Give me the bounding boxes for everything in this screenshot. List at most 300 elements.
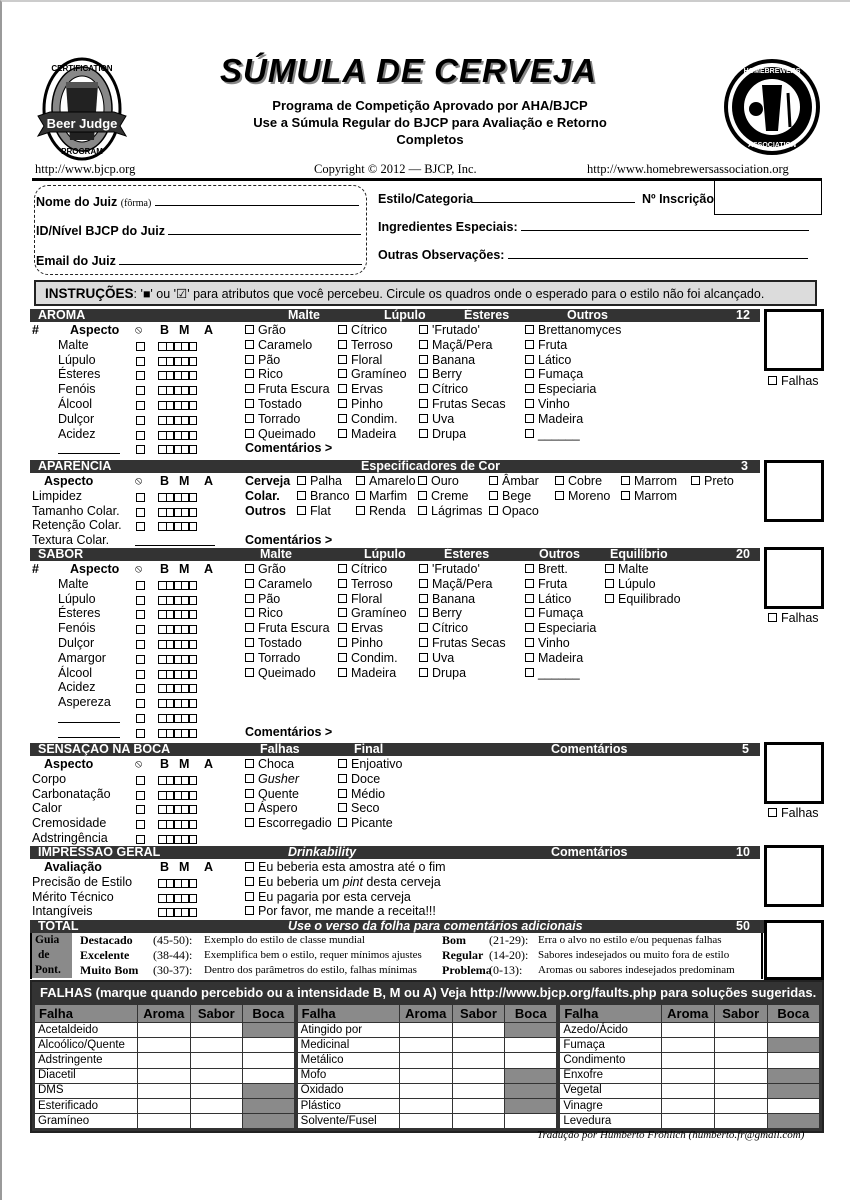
intensity-scale[interactable]: [158, 791, 196, 800]
flavor-cell[interactable]: [452, 1114, 505, 1129]
checkbox[interactable]: [525, 608, 534, 617]
color-checkbox[interactable]: Opaco: [489, 504, 539, 519]
checkbox[interactable]: [245, 384, 254, 393]
mouthfeel-cell[interactable]: [242, 1053, 294, 1068]
style-category-field[interactable]: Estilo/Categoria: [378, 192, 635, 206]
descriptor-checkbox[interactable]: Fruta Escura: [245, 621, 330, 636]
checkbox[interactable]: [338, 369, 347, 378]
aha-url[interactable]: http://www.homebrewersassociation.org: [587, 162, 789, 176]
mouthfeel-cell[interactable]: [505, 1114, 557, 1129]
descriptor-checkbox[interactable]: Terroso: [338, 338, 393, 353]
flavor-cell[interactable]: [190, 1023, 242, 1038]
descriptor-checkbox[interactable]: Pinho: [338, 636, 383, 651]
checkbox[interactable]: [245, 369, 254, 378]
checkbox[interactable]: [356, 506, 365, 515]
aroma-score-box[interactable]: [764, 309, 824, 371]
intensity-scale[interactable]: [158, 699, 196, 708]
descriptor-checkbox[interactable]: Lático: [525, 353, 571, 368]
intensity-scale[interactable]: [158, 655, 196, 664]
checkbox[interactable]: [605, 579, 614, 588]
color-checkbox[interactable]: Palha: [297, 474, 342, 489]
descriptor-checkbox[interactable]: ______: [525, 427, 580, 442]
checkbox[interactable]: [489, 506, 498, 515]
mouthfeel-cell[interactable]: [505, 1038, 557, 1053]
descriptor-checkbox[interactable]: 'Frutado': [419, 562, 480, 577]
aroma-cell[interactable]: [661, 1098, 714, 1113]
checkbox[interactable]: [136, 416, 145, 425]
mouthfeel-cell[interactable]: [767, 1023, 819, 1038]
descriptor-checkbox[interactable]: Tostado: [245, 636, 302, 651]
descriptor-checkbox[interactable]: Cítrico: [419, 621, 468, 636]
checkbox[interactable]: [555, 491, 564, 500]
checkbox[interactable]: [136, 342, 145, 351]
checkbox[interactable]: [338, 564, 347, 573]
descriptor-checkbox[interactable]: Choca: [245, 757, 294, 772]
special-ingredients-field[interactable]: Ingredientes Especiais:: [378, 220, 809, 234]
flavor-cell[interactable]: [190, 1098, 242, 1113]
checkbox[interactable]: [525, 653, 534, 662]
checkbox[interactable]: [136, 357, 145, 366]
descriptor-checkbox[interactable]: Escorregadio: [245, 816, 332, 831]
checkbox[interactable]: [245, 877, 254, 886]
descriptor-checkbox[interactable]: Floral: [338, 353, 382, 368]
checkbox[interactable]: [136, 820, 145, 829]
flavor-cell[interactable]: [714, 1114, 767, 1129]
descriptor-checkbox[interactable]: Especiaria: [525, 382, 596, 397]
descriptor-checkbox[interactable]: Rico: [245, 367, 283, 382]
descriptor-checkbox[interactable]: Floral: [338, 592, 382, 607]
checkbox[interactable]: [338, 803, 347, 812]
checkbox[interactable]: [419, 384, 428, 393]
checkbox[interactable]: [245, 399, 254, 408]
checkbox[interactable]: [525, 399, 534, 408]
intensity-scale[interactable]: [158, 416, 196, 425]
checkbox[interactable]: [525, 623, 534, 632]
checkbox[interactable]: [136, 835, 145, 844]
checkbox[interactable]: [136, 493, 145, 502]
color-checkbox[interactable]: Ouro: [418, 474, 459, 489]
checkbox[interactable]: [525, 325, 534, 334]
descriptor-checkbox[interactable]: Madeira: [525, 412, 583, 427]
flavor-cell[interactable]: [190, 1083, 242, 1098]
descriptor-checkbox[interactable]: Vinho: [525, 397, 570, 412]
flavor-cell[interactable]: [190, 1114, 242, 1129]
intensity-scale[interactable]: [158, 508, 196, 517]
drinkability-checkbox[interactable]: Eu beberia um pint desta cerveja: [245, 875, 441, 890]
aroma-cell[interactable]: [399, 1098, 452, 1113]
checkbox[interactable]: [136, 684, 145, 693]
checkbox[interactable]: [338, 774, 347, 783]
checkbox[interactable]: [136, 729, 145, 738]
checkbox[interactable]: [136, 776, 145, 785]
checkbox[interactable]: [136, 805, 145, 814]
checkbox[interactable]: [338, 429, 347, 438]
descriptor-checkbox[interactable]: Picante: [338, 816, 393, 831]
checkbox[interactable]: [525, 668, 534, 677]
aroma-cell[interactable]: [137, 1114, 190, 1129]
checkbox[interactable]: [555, 476, 564, 485]
aroma-cell[interactable]: [661, 1114, 714, 1129]
descriptor-checkbox[interactable]: Enjoativo: [338, 757, 402, 772]
drinkability-checkbox[interactable]: Eu beberia esta amostra até o fim: [245, 860, 446, 875]
descriptor-checkbox[interactable]: Lúpulo: [605, 577, 656, 592]
descriptor-checkbox[interactable]: Seco: [338, 801, 380, 816]
aroma-cell[interactable]: [661, 1053, 714, 1068]
total-score-box[interactable]: [764, 920, 824, 980]
aroma-cell[interactable]: [661, 1038, 714, 1053]
checkbox[interactable]: [419, 668, 428, 677]
entry-number-box[interactable]: [714, 180, 822, 215]
checkbox[interactable]: [419, 369, 428, 378]
color-checkbox[interactable]: Renda: [356, 504, 406, 519]
intensity-scale[interactable]: [158, 357, 196, 366]
checkbox[interactable]: [525, 429, 534, 438]
descriptor-checkbox[interactable]: Pão: [245, 353, 280, 368]
checkbox[interactable]: [418, 476, 427, 485]
descriptor-checkbox[interactable]: Equilibrado: [605, 592, 681, 607]
checkbox[interactable]: [245, 892, 254, 901]
aroma-cell[interactable]: [399, 1023, 452, 1038]
checkbox[interactable]: [136, 581, 145, 590]
checkbox[interactable]: [338, 579, 347, 588]
checkbox[interactable]: [245, 355, 254, 364]
checkbox[interactable]: [136, 522, 145, 531]
flavor-cell[interactable]: [452, 1038, 505, 1053]
checkbox[interactable]: [297, 476, 306, 485]
checkbox[interactable]: [419, 355, 428, 364]
checkbox[interactable]: [418, 506, 427, 515]
mouthfeel-score-box[interactable]: [764, 742, 824, 804]
aroma-cell[interactable]: [137, 1038, 190, 1053]
checkbox[interactable]: [136, 508, 145, 517]
intensity-scale[interactable]: [158, 596, 196, 605]
descriptor-checkbox[interactable]: Berry: [419, 606, 462, 621]
intensity-scale[interactable]: [158, 776, 196, 785]
descriptor-checkbox[interactable]: Madeira: [338, 427, 396, 442]
color-checkbox[interactable]: Âmbar: [489, 474, 539, 489]
judge-name-field[interactable]: Nome do Juiz (fôrma): [36, 195, 359, 209]
mouthfeel-faults-checkbox[interactable]: Falhas: [768, 806, 819, 821]
mouthfeel-cell[interactable]: [505, 1053, 557, 1068]
checkbox[interactable]: [245, 608, 254, 617]
descriptor-checkbox[interactable]: Fumaça: [525, 606, 583, 621]
flavor-cell[interactable]: [714, 1038, 767, 1053]
checkbox[interactable]: [338, 668, 347, 677]
intensity-scale[interactable]: [158, 342, 196, 351]
checkbox[interactable]: [419, 579, 428, 588]
checkbox[interactable]: [136, 714, 145, 723]
flavor-cell[interactable]: [190, 1068, 242, 1083]
descriptor-checkbox[interactable]: Gramíneo: [338, 367, 407, 382]
checkbox[interactable]: [489, 491, 498, 500]
aroma-cell[interactable]: [399, 1053, 452, 1068]
checkbox[interactable]: [338, 355, 347, 364]
color-checkbox[interactable]: Marfim: [356, 489, 407, 504]
checkbox[interactable]: [419, 399, 428, 408]
descriptor-checkbox[interactable]: Quente: [245, 787, 299, 802]
descriptor-checkbox[interactable]: Queimado: [245, 666, 316, 681]
checkbox[interactable]: [338, 384, 347, 393]
descriptor-checkbox[interactable]: ______: [525, 666, 580, 681]
descriptor-checkbox[interactable]: Pinho: [338, 397, 383, 412]
checkbox[interactable]: [338, 789, 347, 798]
checkbox[interactable]: [297, 506, 306, 515]
descriptor-checkbox[interactable]: Banana: [419, 353, 475, 368]
checkbox[interactable]: [245, 668, 254, 677]
aroma-cell[interactable]: [399, 1038, 452, 1053]
descriptor-checkbox[interactable]: Condim.: [338, 651, 398, 666]
other-notes-field[interactable]: Outras Observações:: [378, 248, 808, 262]
intensity-scale[interactable]: [158, 493, 196, 502]
flavor-cell[interactable]: [714, 1098, 767, 1113]
mouthfeel-cell[interactable]: [242, 1038, 294, 1053]
intensity-scale[interactable]: [158, 610, 196, 619]
color-checkbox[interactable]: Preto: [691, 474, 734, 489]
descriptor-checkbox[interactable]: Condim.: [338, 412, 398, 427]
checkbox[interactable]: [245, 340, 254, 349]
color-checkbox[interactable]: Marrom: [621, 489, 677, 504]
checkbox[interactable]: [525, 340, 534, 349]
descriptor-checkbox[interactable]: Berry: [419, 367, 462, 382]
checkbox[interactable]: [525, 414, 534, 423]
checkbox[interactable]: [136, 401, 145, 410]
checkbox[interactable]: [245, 906, 254, 915]
checkbox[interactable]: [489, 476, 498, 485]
checkbox[interactable]: [136, 791, 145, 800]
descriptor-checkbox[interactable]: Cítrico: [338, 323, 387, 338]
intensity-scale[interactable]: [158, 522, 196, 531]
intensity-scale[interactable]: [158, 371, 196, 380]
descriptor-checkbox[interactable]: Frutas Secas: [419, 397, 506, 412]
checkbox[interactable]: [136, 445, 145, 454]
descriptor-checkbox[interactable]: Ervas: [338, 621, 383, 636]
descriptor-checkbox[interactable]: Fruta: [525, 338, 567, 353]
flavor-cell[interactable]: [714, 1068, 767, 1083]
descriptor-checkbox[interactable]: Drupa: [419, 666, 466, 681]
checkbox[interactable]: [419, 429, 428, 438]
aroma-cell[interactable]: [399, 1068, 452, 1083]
descriptor-checkbox[interactable]: 'Frutado': [419, 323, 480, 338]
checkbox[interactable]: [245, 594, 254, 603]
color-checkbox[interactable]: Bege: [489, 489, 531, 504]
checkbox[interactable]: [338, 399, 347, 408]
checkbox[interactable]: [338, 623, 347, 632]
checkbox[interactable]: [245, 653, 254, 662]
descriptor-checkbox[interactable]: Terroso: [338, 577, 393, 592]
descriptor-checkbox[interactable]: Frutas Secas: [419, 636, 506, 651]
intensity-scale[interactable]: [158, 879, 196, 888]
flavor-cell[interactable]: [714, 1023, 767, 1038]
color-checkbox[interactable]: Branco: [297, 489, 350, 504]
checkbox[interactable]: [605, 564, 614, 573]
descriptor-checkbox[interactable]: Queimado: [245, 427, 316, 442]
descriptor-checkbox[interactable]: Cítrico: [338, 562, 387, 577]
aroma-cell[interactable]: [399, 1114, 452, 1129]
judge-id-field[interactable]: ID/Nível BJCP do Juiz: [36, 224, 361, 238]
checkbox[interactable]: [297, 491, 306, 500]
descriptor-checkbox[interactable]: Uva: [419, 412, 454, 427]
checkbox[interactable]: [418, 491, 427, 500]
flavor-cell[interactable]: [452, 1083, 505, 1098]
descriptor-checkbox[interactable]: Fumaça: [525, 367, 583, 382]
descriptor-checkbox[interactable]: Áspero: [245, 801, 298, 816]
flavor-cell[interactable]: [452, 1053, 505, 1068]
descriptor-checkbox[interactable]: Uva: [419, 651, 454, 666]
aroma-cell[interactable]: [137, 1068, 190, 1083]
descriptor-checkbox[interactable]: Torrado: [245, 412, 300, 427]
descriptor-checkbox[interactable]: Gramíneo: [338, 606, 407, 621]
descriptor-checkbox[interactable]: Rico: [245, 606, 283, 621]
descriptor-checkbox[interactable]: Vinho: [525, 636, 570, 651]
descriptor-checkbox[interactable]: Brettanomyces: [525, 323, 621, 338]
checkbox[interactable]: [136, 670, 145, 679]
flavor-cell[interactable]: [714, 1083, 767, 1098]
intensity-scale[interactable]: [158, 640, 196, 649]
descriptor-checkbox[interactable]: Madeira: [338, 666, 396, 681]
checkbox[interactable]: [245, 638, 254, 647]
checkbox[interactable]: [245, 325, 254, 334]
checkbox[interactable]: [621, 476, 630, 485]
descriptor-checkbox[interactable]: Banana: [419, 592, 475, 607]
flavor-score-box[interactable]: [764, 547, 824, 609]
checkbox[interactable]: [245, 789, 254, 798]
checkbox[interactable]: [338, 594, 347, 603]
checkbox[interactable]: [338, 759, 347, 768]
checkbox[interactable]: [525, 564, 534, 573]
descriptor-checkbox[interactable]: Torrado: [245, 651, 300, 666]
descriptor-checkbox[interactable]: Caramelo: [245, 338, 312, 353]
aroma-cell[interactable]: [137, 1083, 190, 1098]
flavor-cell[interactable]: [452, 1023, 505, 1038]
judge-email-field[interactable]: Email do Juiz: [36, 254, 362, 268]
color-checkbox[interactable]: Flat: [297, 504, 331, 519]
flavor-cell[interactable]: [452, 1098, 505, 1113]
checkbox[interactable]: [621, 491, 630, 500]
intensity-scale[interactable]: [158, 445, 196, 454]
flavor-cell[interactable]: [190, 1038, 242, 1053]
intensity-scale[interactable]: [158, 401, 196, 410]
flavor-cell[interactable]: [452, 1068, 505, 1083]
descriptor-checkbox[interactable]: Especiaria: [525, 621, 596, 636]
intensity-scale[interactable]: [158, 835, 196, 844]
intensity-scale[interactable]: [158, 386, 196, 395]
checkbox[interactable]: [245, 774, 254, 783]
intensity-scale[interactable]: [158, 625, 196, 634]
checkbox[interactable]: [525, 594, 534, 603]
checkbox[interactable]: [136, 699, 145, 708]
checkbox[interactable]: [136, 610, 145, 619]
checkbox[interactable]: [245, 803, 254, 812]
descriptor-checkbox[interactable]: Pão: [245, 592, 280, 607]
flavor-faults-checkbox[interactable]: Falhas: [768, 611, 819, 626]
drinkability-checkbox[interactable]: Eu pagaria por esta cerveja: [245, 890, 411, 905]
checkbox[interactable]: [525, 579, 534, 588]
checkbox[interactable]: [338, 340, 347, 349]
descriptor-checkbox[interactable]: Malte: [605, 562, 649, 577]
checkbox[interactable]: [419, 653, 428, 662]
descriptor-checkbox[interactable]: Médio: [338, 787, 385, 802]
checkbox[interactable]: [419, 594, 428, 603]
descriptor-checkbox[interactable]: Lático: [525, 592, 571, 607]
checkbox[interactable]: [338, 325, 347, 334]
checkbox[interactable]: [338, 818, 347, 827]
descriptor-checkbox[interactable]: Fruta Escura: [245, 382, 330, 397]
checkbox[interactable]: [525, 355, 534, 364]
aroma-cell[interactable]: [137, 1053, 190, 1068]
checkbox[interactable]: [338, 608, 347, 617]
checkbox[interactable]: [338, 638, 347, 647]
aroma-faults-checkbox[interactable]: Falhas: [768, 374, 819, 389]
checkbox[interactable]: [245, 414, 254, 423]
checkbox[interactable]: [338, 653, 347, 662]
overall-score-box[interactable]: [764, 845, 824, 907]
descriptor-checkbox[interactable]: Maçã/Pera: [419, 338, 492, 353]
checkbox[interactable]: [419, 623, 428, 632]
checkbox[interactable]: [691, 476, 700, 485]
intensity-scale[interactable]: [158, 805, 196, 814]
checkbox[interactable]: [136, 640, 145, 649]
checkbox[interactable]: [419, 608, 428, 617]
drinkability-checkbox[interactable]: Por favor, me mande a receita!!!: [245, 904, 436, 919]
intensity-scale[interactable]: [158, 729, 196, 738]
flavor-cell[interactable]: [190, 1053, 242, 1068]
color-checkbox[interactable]: Amarelo: [356, 474, 416, 489]
descriptor-checkbox[interactable]: Gusher: [245, 772, 299, 787]
aroma-cell[interactable]: [399, 1083, 452, 1098]
checkbox[interactable]: [136, 386, 145, 395]
intensity-scale[interactable]: [158, 431, 196, 440]
color-checkbox[interactable]: Cobre: [555, 474, 602, 489]
checkbox[interactable]: [356, 491, 365, 500]
appearance-score-box[interactable]: [764, 460, 824, 522]
checkbox[interactable]: [525, 384, 534, 393]
checkbox[interactable]: [338, 414, 347, 423]
intensity-scale[interactable]: [158, 670, 196, 679]
bjcp-url[interactable]: http://www.bjcp.org: [35, 162, 136, 176]
checkbox[interactable]: [419, 638, 428, 647]
checkbox[interactable]: [245, 429, 254, 438]
mouthfeel-cell[interactable]: [242, 1068, 294, 1083]
descriptor-checkbox[interactable]: Grão: [245, 562, 286, 577]
color-checkbox[interactable]: Creme: [418, 489, 469, 504]
color-checkbox[interactable]: Lágrimas: [418, 504, 482, 519]
checkbox[interactable]: [525, 369, 534, 378]
mouthfeel-cell[interactable]: [767, 1098, 819, 1113]
checkbox[interactable]: [136, 596, 145, 605]
intensity-scale[interactable]: [158, 820, 196, 829]
checkbox[interactable]: [419, 414, 428, 423]
aroma-cell[interactable]: [661, 1068, 714, 1083]
descriptor-checkbox[interactable]: Maçã/Pera: [419, 577, 492, 592]
flavor-cell[interactable]: [714, 1053, 767, 1068]
checkbox[interactable]: [136, 655, 145, 664]
checkbox[interactable]: [245, 759, 254, 768]
descriptor-checkbox[interactable]: Caramelo: [245, 577, 312, 592]
checkbox[interactable]: [419, 340, 428, 349]
intensity-scale[interactable]: [158, 908, 196, 917]
descriptor-checkbox[interactable]: Ervas: [338, 382, 383, 397]
descriptor-checkbox[interactable]: Drupa: [419, 427, 466, 442]
checkbox[interactable]: [356, 476, 365, 485]
descriptor-checkbox[interactable]: Madeira: [525, 651, 583, 666]
descriptor-checkbox[interactable]: Tostado: [245, 397, 302, 412]
aroma-cell[interactable]: [661, 1083, 714, 1098]
descriptor-checkbox[interactable]: Cítrico: [419, 382, 468, 397]
color-checkbox[interactable]: Moreno: [555, 489, 610, 504]
checkbox[interactable]: [525, 638, 534, 647]
checkbox[interactable]: [605, 594, 614, 603]
checkbox[interactable]: [136, 431, 145, 440]
